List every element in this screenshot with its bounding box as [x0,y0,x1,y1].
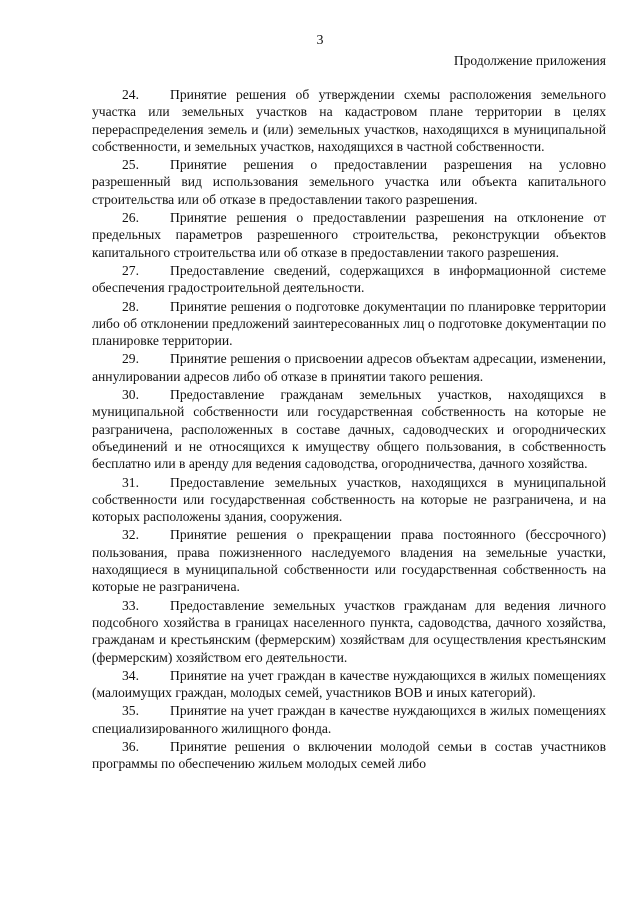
item-number: 31. [122,474,139,490]
list-item [92,209,606,261]
item-text: Принятие решения об утверждении схемы расположения земельного участка или земельных участков на кадастровом плане территории в целях перераспределения земель и (или) земельных участков, находящихся в муниципальной собственности, и земельных участков, находящихся в частной собственности. [92,87,606,154]
item-number: 34. [122,667,139,683]
item-number: 30. [122,387,139,403]
item-text: Принятие решения о предоставлении разрешения на отклонение от предельных параметров разрешенного строительства, реконструкции объектов капитального строительства или об отказе в предоставлении такого разрешения. [92,210,606,260]
list-item [92,156,606,208]
item-text: Принятие на учет граждан в качестве нуждающихся в жилых помещениях (малоимущих граждан, молодых семей, участников ВОВ и иных категорий). [92,667,606,701]
list-item [92,597,606,666]
list-item [92,738,606,773]
services-list [92,86,606,774]
list-item [92,386,606,472]
item-number: 24. [122,87,139,102]
item-number: 26. [122,210,139,226]
item-number: 35. [122,703,139,719]
item-text: Предоставление гражданам земельных участков, находящихся в муниципальной собственности или государственная собственность на которые не разграничена, расположенных в составе дачных, садоводческих и огороднических объединений и не относящихся к имуществу общего пользования, в собственность бесплатно или в аренду для ведения садоводства, огородничества, дачного хозяйства. [92,387,606,472]
item-number: 36. [122,738,139,754]
item-number: 29. [122,351,139,367]
item-text: Предоставление земельных участков, находящихся в муниципальной собственности или государственная собственность на которые не разграничена, и на которых расположены здания, сооружения. [92,474,606,525]
item-text: Принятие решения о предоставлении разрешения на условно разрешенный вид использования земельного участка или объекта капитального строительства или об отказе в предоставлении такого разрешения. [92,157,606,207]
item-text: Принятие решения о подготовке документации по планировке территории либо об отклонении предложений заинтересованных лиц о подготовке документации по планировке территории. [92,298,606,349]
list-item [92,86,606,155]
page-number: 3 [316,33,324,48]
continuation-note: Продолжение приложения [453,53,606,68]
item-text: Принятие решения о присвоении адресов объектам адресации, изменении, аннулировании адресов либо об отказе в принятии такого решения. [92,351,606,384]
item-number: 28. [122,298,139,314]
item-text: Принятие решения о прекращении права постоянного (бессрочного) пользования, права пожизненного наследуемого владения на земельные участки, находящиеся в муниципальной собственности или государственная собственность на которые не разграничена. [92,527,606,595]
item-text: Принятие на учет граждан в качестве нуждающихся в жилых помещениях специализированного жилищного фонда. [92,703,606,736]
item-number: 27. [122,262,139,278]
item-text: Предоставление земельных участков гражданам для ведения личного подсобного хозяйства в границах населенного пункта, садоводства, дачного хозяйства, гражданам и крестьянским (фермерским) хозяйствам для осуществления крестьянским (фермерским) хозяйством его деятельности. [92,597,606,665]
item-text: Принятие решения о включении молодой семьи в состав участников программы по обеспечению жильем молодых семей либо [92,738,606,772]
list-item [92,702,606,737]
list-item [92,350,606,385]
item-number: 32. [122,527,139,543]
list-item [92,298,606,350]
item-number: 33. [122,597,139,613]
list-item [92,262,606,297]
list-item [92,526,606,595]
item-number: 25. [122,157,139,173]
item-text: Предоставление сведений, содержащихся в информационной системе обеспечения градостроительной деятельности. [92,262,606,296]
list-item [92,667,606,702]
list-item [92,474,606,526]
